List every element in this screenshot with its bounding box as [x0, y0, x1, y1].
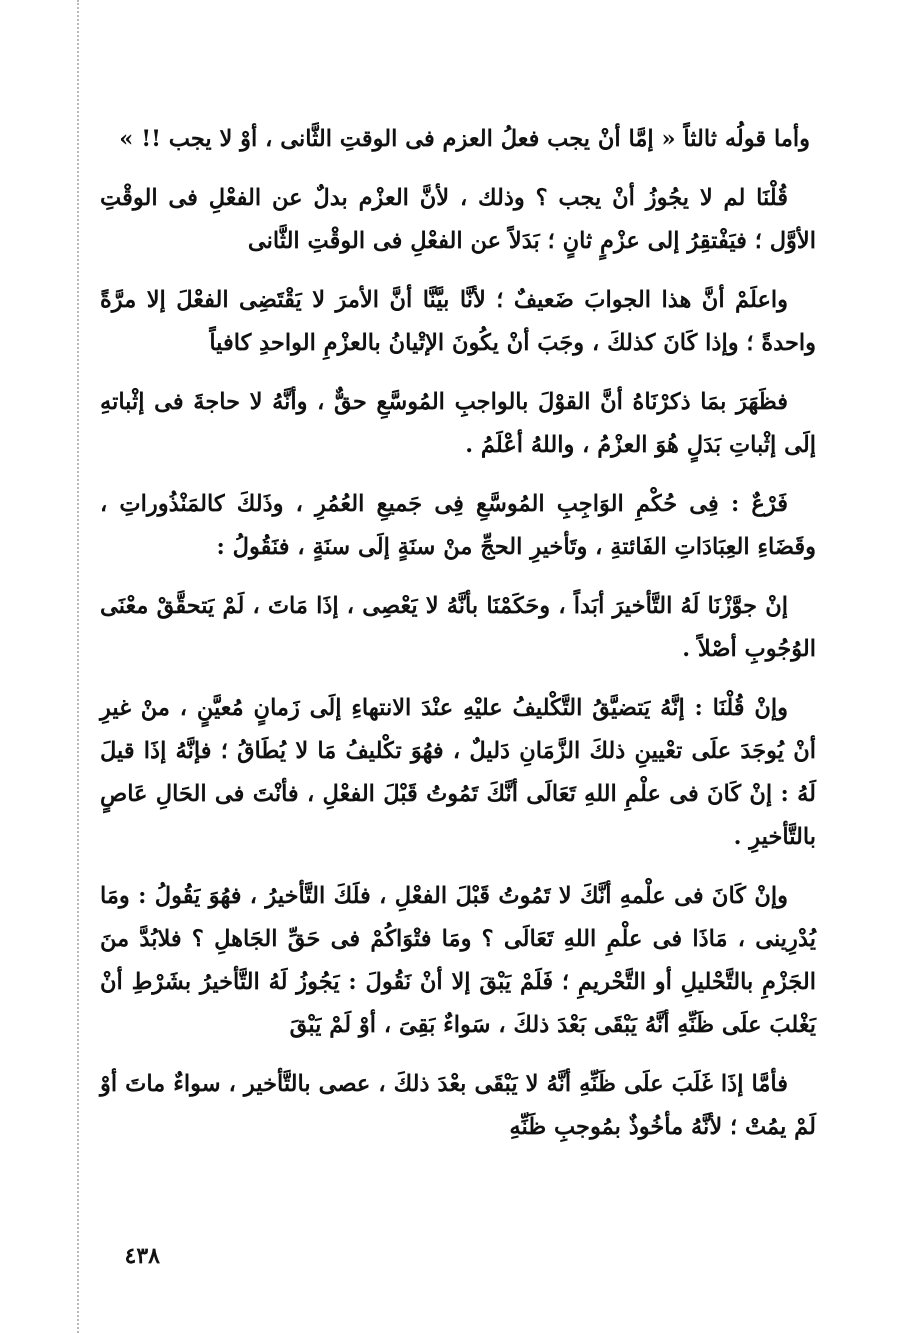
- paragraph: قُلْنَا لم لا يجُوزُ أنْ يجب ؟ وذلك ، لأنَّ العزْم بدلٌ عن الفعْلِ فى الوقْتِ الأوَّل ؛ فيَفْتقِرُ إلى عزْمٍ ثانٍ ؛ بَدَلاً عن الفعْلِ فى الوقْتِ الثَّانى: [100, 185, 816, 254]
- paragraph: إنْ جوَّزْنَا لَهُ التَّأخيرَ أبَداً ، وحَكَمْنَا بأنَّهُ لا يَعْصِى ، إذَا مَاتَ ، لَمْ يَتحقَّقْ معْنَى الوُجُوبِ أصْلاً .: [100, 593, 816, 662]
- page-number: ٤٣٨: [124, 1243, 160, 1269]
- paragraph: وأما قولُه ثالثاً « إمَّا أنْ يجب فعلُ العزم فى الوقتِ الثَّانى ، أوْ لا يجب !! »: [119, 126, 810, 152]
- paragraph: وإنْ كَانَ فى علْمهِ أنَّكَ لا تَمُوتُ قَبْلَ الفعْلِ ، فلَكَ التَّأخيرُ ، فهُوَ يَقُولُ : ومَا يُدْرِينى ، مَاذَا فى علْمِ اللهِ تَعَالَى ؟ ومَا فتْوَاكُمْ فى حَقِّ الجَاهلِ ؟ فلابُدَّ منَ الجَزْمِ بالتَّحْليلِ أو التَّحْريمِ ؛ فَلَمْ يَبْقَ إلا أنْ نَقُولَ : يَجُوزُ لَهُ التَّأخيرُ بشَرْطِ أنْ يَغْلبَ علَى ظَنِّهِ أنَّهُ يَبْقَى بَعْدَ ذلكَ ، سَواءٌ بَقِىَ ، أوْ لَمْ يَبْقَ: [100, 883, 816, 1038]
- scan-margin-dots: [77, 0, 79, 1333]
- paragraph: فَرْعٌ : فِى حُكْمِ الوَاجِبِ المُوسَّعِ فِى جَميعِ العُمُرِ ، وذَلكَ كالمَنْذُوراتِ ، وقَضَاءِ العِبَادَاتِ الفَائتةِ ، وتَأخيرِ الحجِّ منْ سنَةٍ إلَى سنَةٍ ، فنَقُولُ :: [100, 491, 816, 560]
- page-text: [100, 118, 816, 1165]
- paragraph: واعلَمْ أنَّ هذا الجوابَ ضَعيفٌ ؛ لأنَّا بيَّنَّا أنَّ الأمرَ لا يَقْتَضِى الفعْلَ إلا مرَّةً واحدةً ؛ وإذا كَانَ كذلكَ ، وجَبَ أنْ يكُونَ الإتْيانُ بالعزْمِ الواحدِ كافياً: [100, 287, 816, 356]
- paragraph: فظَهَرَ بمَا ذكرْنَاهُ أنَّ القوْلَ بالواجبِ المُوسَّعِ حقٌّ ، وأنَّهُ لا حاجةَ فى إثْباتهِ إلَى إثْباتِ بَدَلٍ هُوَ العزْمُ ، واللهُ أعْلَمُ .: [100, 389, 816, 458]
- paragraph: فأمَّا إذَا غَلَبَ علَى ظَنِّهِ أنَّهُ لا يَبْقَى بعْدَ ذلكَ ، عصى بالتَّأخير ، سواءٌ ماتَ أوْ لَمْ يمُتْ ؛ لأنَّهُ مأخُوذٌ بمُوجبِ ظَنِّهِ: [100, 1071, 816, 1140]
- paragraph: وإنْ قُلْنَا : إنَّهُ يَتضيَّقُ التَّكْليفُ عليْهِ عنْدَ الانتهاءِ إلَى زَمانٍ مُعيَّنٍ ، منْ غيرِ أنْ يُوجَدَ علَى تعْيينِ ذلكَ الزَّمَانِ دَليلٌ ، فهُوَ تكْليفُ مَا لا يُطَاقُ ؛ فإنَّهُ إذَا قيلَ لَهُ : إنْ كَانَ فى علْمِ اللهِ تَعَالَى أنَّكَ تَمُوتُ قَبْلَ الفعْلِ ، فأنْتَ فى الحَالِ عَاصٍ بالتَّأخيرِ .: [100, 695, 816, 850]
